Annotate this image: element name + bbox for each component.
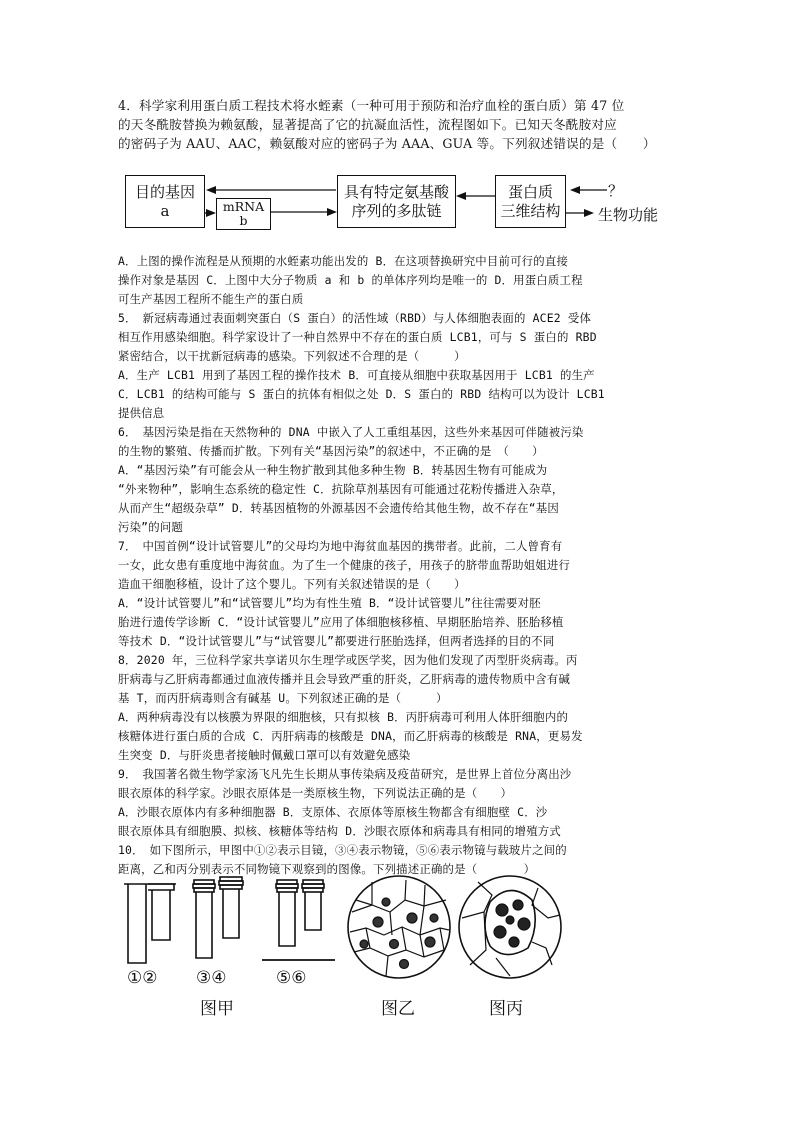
q8-line: A．两种病毒没有以核膜为界限的细胞核，只有拟核 B．丙肝病毒可利用人体肝细胞内的 [118, 710, 569, 724]
flow-box-text: 蛋白质 [507, 182, 553, 201]
q7-line: 造血干细胞移植，设计了这个婴儿。下列有关叙述错误的是（ ） [118, 577, 466, 591]
q4-option-line: 可生产基因工程所不能生产的蛋白质 [118, 292, 304, 306]
q4-line: 的天冬酰胺替换为赖氨酸，显著提高了它的抗凝血活性，流程图如下。已知天冬酰胺对应 [118, 117, 617, 132]
flow-question-mark: ？ [608, 182, 624, 200]
q5-line: 5． 新冠病毒通过表面刺突蛋白（S 蛋白）的活性域（RBD）与人体细胞表面的 ACE2 受体 [118, 311, 592, 325]
q9-line: 眼衣原体具有细胞膜、拟核、核糖体等结构 D．沙眼衣原体和病毒具有相同的增殖方式 [118, 824, 561, 838]
view-low-magnification [348, 876, 450, 978]
q9-line: 9． 我国著名微生物学家汤飞凡先生长期从事传染病及疫苗研究，是世界上首位分离出沙 [118, 767, 572, 781]
q6-line: 6． 基因污染是指在天然物种的 DNA 中嵌入了人工重组基因，这些外来基因可伴随被污染 [118, 425, 584, 439]
q6-line: “外来物种”，影响生态系统的稳定性 C．抗除草剂基因有可能通过花粉传播进入杂草， [118, 482, 564, 496]
q9-line: 眼衣原体的科学家。沙眼衣原体是一类原核生物，下列说法正确的是（ ） [118, 786, 513, 800]
q8-line: 肝病毒与乙肝病毒都通过血液传播并且会导致严重的肝炎，乙肝病毒的遗传物质中含有碱 [118, 672, 571, 686]
q10-line: 10． 如下图所示，甲图中①②表示目镜，③④表示物镜，⑤⑥表示物镜与载玻片之间的 [118, 843, 567, 857]
q8-line: 生突变 D．与肝炎患者接触时佩戴口罩可以有效避免感染 [118, 748, 411, 762]
caption-figure-bing: 图丙 [489, 999, 523, 1019]
q5-line: 提供信息 [118, 406, 165, 420]
flow-biological-function: 生物功能 [598, 206, 659, 224]
q5-line: C．LCB1 的结构可能与 S 蛋白的抗体有相似之处 D．S 蛋白的 RBD 结构可以为设计 LCB1 [118, 387, 605, 401]
flow-box-text: 目的基因 [134, 182, 195, 201]
q10-line: 距离，乙和丙分别表示不同物镜下观察到的图像。下列描述正确的是（ ） [118, 862, 536, 876]
flow-box-text: a [160, 201, 170, 220]
q5-line: 紧密结合，以干扰新冠病毒的感染。下列叙述不合理的是（ ） [118, 349, 466, 363]
objective-distance [262, 880, 335, 960]
q5-line: A．生产 LCB1 用到了基因工程的操作技术 B．可直接从细胞中获取基因用于 LCB1 的生产 [118, 368, 595, 382]
flow-box-text: mRNA [222, 199, 265, 214]
q7-line: 7． 中国首例“设计试管婴儿”的父母均为地中海贫血基因的携带者。此前，二人曾育有 [118, 539, 563, 553]
q8-line: 基 T，而丙肝病毒则含有碱基 U。下列叙述正确的是（ ） [118, 691, 448, 705]
label-distances: ⑤⑥ [276, 968, 307, 988]
q7-line: 等技术 D．“设计试管婴儿”与“试管婴儿”都要进行胚胎选择，但两者选择的目的不同 [118, 634, 555, 648]
q6-line: A．“基因污染”有可能会从一种生物扩散到其他多种生物 B．转基因生物有可能成为 [118, 463, 548, 477]
q7-line: 胎进行遗传学诊断 C．“设计试管婴儿”应用了体细胞核移植、早期胚胎培养、胚胎移植 [118, 615, 564, 629]
q8-line: 核糖体进行蛋白质的合成 C．丙肝病毒的核酸是 DNA，而乙肝病毒的核酸是 RNA，更易发 [118, 729, 583, 743]
flow-box-text: 序列的多肽链 [351, 201, 442, 220]
q6-line: 污染”的问题 [118, 520, 184, 534]
q5-line: 相互作用感染细胞。科学家设计了一种自然界中不存在的蛋白质 LCB1，可与 S 蛋白的 RBD [118, 330, 597, 344]
q9-line: A．沙眼衣原体内有多种细胞器 B．支原体、衣原体等原核生物都含有细胞壁 C．沙 [118, 805, 548, 819]
q4-option-line: 操作对象是基因 C．上图中大分子物质 a 和 b 的单体序列均是唯一的 D．用蛋白质工程 [118, 273, 583, 287]
view-high-magnification [459, 876, 561, 978]
q6-line: 的生物的繁殖、传播而扩散。下列有关“基因污染”的叙述中，不正确的是 （ ） [118, 444, 544, 458]
label-eyepieces: ①② [127, 968, 158, 988]
q6-line: 从而产生“超级杂草” D．转基因植物的外源基因不会遗传给其他生物，故不存在“基因 [118, 501, 559, 515]
flow-box-text: b [239, 213, 248, 228]
q4-option-line: A．上图的操作流程是从预期的水蛭素功能出发的 B．在这项替换研究中目前可行的直接 [118, 254, 569, 268]
q7-line: 一女，此女患有重度地中海贫血。为了生一个健康的孩子，用孩子的脐带血帮助姐姐进行 [118, 558, 571, 572]
q7-line: A．“设计试管婴儿”和“试管婴儿”均为有性生殖 B．“设计试管婴儿”往往需要对胚 [118, 596, 541, 610]
flow-box-text: 具有特定氨基酸 [343, 182, 449, 201]
caption-figure-yi: 图乙 [381, 999, 415, 1019]
q4-line: 4．科学家利用蛋白质工程技术将水蛭素（一种可用于预防和治疗血栓的蛋白质）第 47 位 [118, 98, 625, 113]
q4-line: 的密码子为 AAU、AAC，赖氨酸对应的密码子为 AAA、GUA 等。下列叙述错误的是（ ） [118, 136, 656, 151]
q8-line: 8．2020 年，三位科学家共享诺贝尔生理学或医学奖，因为他们发现了丙型肝炎病毒。丙 [118, 653, 578, 667]
objective-lenses [193, 877, 243, 958]
label-objectives: ③④ [196, 968, 227, 988]
flow-box-text: 三维结构 [500, 201, 561, 220]
eyepiece-lenses [124, 884, 176, 963]
caption-figure-jia: 图甲 [200, 999, 234, 1019]
